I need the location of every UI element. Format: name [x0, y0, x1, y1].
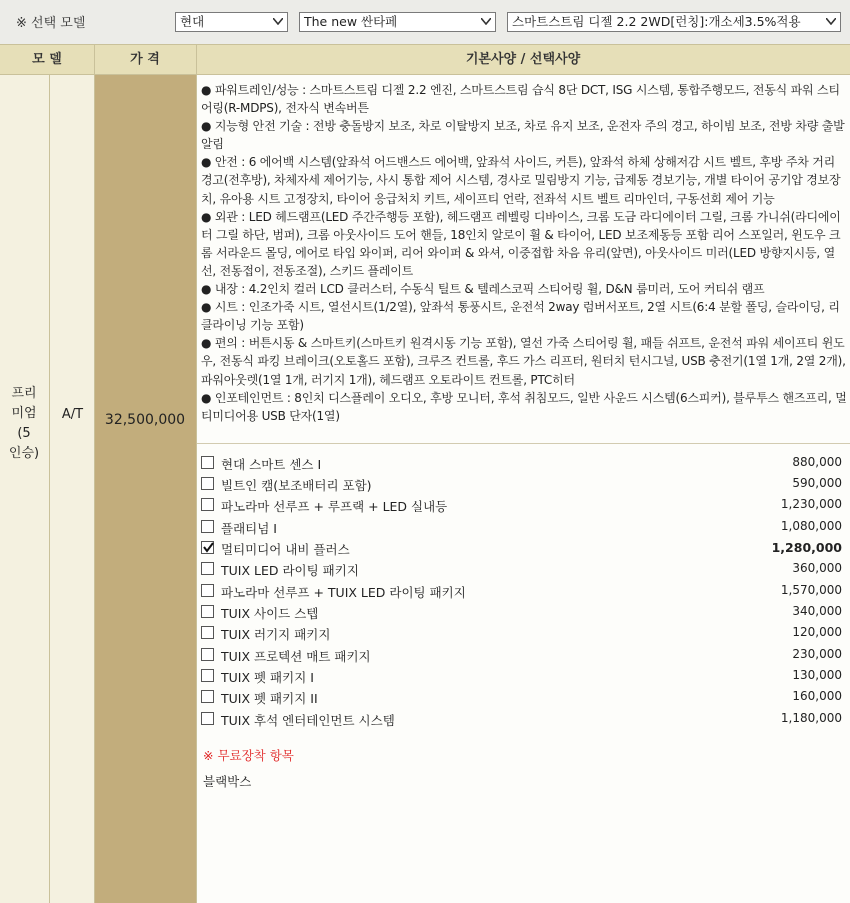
option-checkbox[interactable] [201, 498, 214, 511]
option-name: 현대 스마트 센스 I [221, 457, 322, 472]
option-name: TUIX 펫 패키지 I [221, 670, 314, 685]
trim-select[interactable] [507, 12, 841, 32]
trim-name-line: 미엄(5 [11, 406, 37, 441]
option-price: 880,000 [792, 455, 842, 469]
option-row[interactable] [201, 602, 846, 623]
option-row[interactable] [201, 581, 846, 602]
option-name: TUIX 프로텍션 매트 패키지 [221, 649, 371, 664]
option-row[interactable] [201, 687, 846, 708]
option-checkbox[interactable] [201, 712, 214, 725]
model-column [0, 75, 94, 903]
option-row[interactable] [201, 495, 846, 516]
section-divider [197, 443, 850, 444]
spec-item: ● 시트 : 인조가죽 시트, 열선시트(1/2열), 앞좌석 통풍시트, 운전석 2way 럼버서포트, 2열 시트(6:4 분할 폴딩, 슬라이딩, 리클라이닝 기능 포함) [201, 300, 840, 333]
model-select-value: The new 싼타페 [304, 14, 398, 29]
option-name: 파노라마 선루프 + 루프랙 + LED 실내등 [221, 499, 448, 514]
base-price: 32,500,000 [104, 412, 186, 428]
divider [94, 44, 95, 903]
option-name: TUIX 펫 패키지 II [221, 691, 318, 706]
trim-name-line: 인승) [8, 446, 40, 461]
spec-item: ● 인포테인먼트 : 8인치 디스플레이 오디오, 후방 모니터, 후석 취침모드, 일반 사운드 시스템(6스피커), 블루투스 핸즈프리, 멀티미디어용 USB 단자(1열) [201, 390, 847, 423]
trim-name [6, 384, 42, 464]
option-price: 1,230,000 [780, 497, 842, 511]
option-row[interactable] [201, 474, 846, 495]
selector-label: ※ 선택 모델 [16, 16, 86, 31]
option-name: 멀티미디어 내비 플러스 [221, 542, 350, 557]
option-checkbox[interactable] [201, 648, 214, 661]
option-price: 1,180,000 [780, 711, 842, 725]
spec-item: ● 지능형 안전 기술 : 전방 충돌방지 보조, 차로 이탈방지 보조, 차로 유지 보조, 운전자 주의 경고, 하이빔 보조, 전방 차량 출발 알림 [201, 119, 845, 152]
option-price: 230,000 [792, 647, 842, 661]
option-checkbox[interactable] [201, 690, 214, 703]
option-checkbox[interactable] [201, 605, 214, 618]
option-price: 120,000 [792, 625, 842, 639]
option-checkbox[interactable] [201, 456, 214, 469]
trim-name-line: 프리 [11, 386, 37, 401]
chevron-down-icon [822, 13, 840, 31]
option-checkbox[interactable] [201, 477, 214, 490]
model-select[interactable] [299, 12, 496, 32]
option-price: 1,280,000 [771, 540, 842, 555]
option-checkbox[interactable] [201, 584, 214, 597]
option-name: 플래티넘 I [221, 521, 277, 536]
option-price: 360,000 [792, 561, 842, 575]
chevron-down-icon [477, 13, 495, 31]
option-row[interactable] [201, 453, 846, 474]
option-row[interactable] [201, 538, 846, 559]
checkmark-icon [203, 542, 214, 553]
option-price: 130,000 [792, 668, 842, 682]
divider [196, 44, 197, 903]
option-checkbox[interactable] [201, 669, 214, 682]
model-selector-bar [0, 0, 850, 44]
option-row[interactable] [201, 559, 846, 580]
option-checkbox[interactable] [201, 541, 214, 554]
brand-select-value: 현대 [180, 14, 205, 29]
spec-item: ● 파워트레인/성능 : 스마트스트림 디젤 2.2 엔진, 스마트스트림 습식 8단 DCT, ISG 시스템, 통합주행모드, 전동식 파워 스티어링(R-MDPS), 전자식 변속버튼 [201, 83, 840, 116]
free-option-item: 블랙박스 [203, 774, 252, 789]
option-row[interactable] [201, 623, 846, 644]
option-name: 빌트인 캠(보조배터리 포함) [221, 478, 372, 493]
brand-select[interactable] [175, 12, 288, 32]
option-row[interactable] [201, 517, 846, 538]
option-checkbox[interactable] [201, 562, 214, 575]
option-row[interactable] [201, 645, 846, 666]
option-name: TUIX 러기지 패키지 [221, 627, 331, 642]
option-price: 1,080,000 [780, 519, 842, 533]
option-name: TUIX 사이드 스텝 [221, 606, 319, 621]
option-row[interactable] [201, 666, 846, 687]
spec-item: ● 안전 : 6 에어백 시스템(앞좌석 어드밴스드 에어백, 앞좌석 사이드, 커튼), 앞좌석 하체 상해저감 시트 벨트, 후방 주차 거리 경고(전후방), 차체자세 제어기능, 사시 통합 제어 시스템, 경사로 밀림방지 기능, 급제동 경보기능, 개별 타이어 공기압 경보장치, 유아용 시트 고정장치, 타이어 응급처치 키트, 세이프티 언락, 전좌석 시트 벨트 리마인더, 구동선회 제어 기능 [201, 155, 841, 206]
header-price: 가 격 [94, 44, 196, 75]
price-column [94, 75, 196, 903]
option-name: TUIX 후석 엔터테인먼트 시스템 [221, 713, 395, 728]
chevron-down-icon [269, 13, 287, 31]
option-row[interactable] [201, 709, 846, 730]
header-model: 모 델 [0, 44, 94, 75]
header-spec: 기본사양 / 선택사양 [196, 44, 850, 75]
option-checkbox[interactable] [201, 626, 214, 639]
option-name: 파노라마 선루프 + TUIX LED 라이팅 패키지 [221, 585, 466, 600]
trim-select-value: 스마트스트림 디젤 2.2 2WD[런칭]:개소세3.5%적용 [512, 14, 801, 29]
spec-item: ● 편의 : 버튼시동 & 스마트키(스마트키 원격시동 기능 포함), 열선 가죽 스티어링 휠, 패들 쉬프트, 운전석 파워 세이프티 윈도우, 전동식 파킹 브레이크(오토홀드 포함), 크루즈 컨트롤, 후드 가스 리프터, 원터치 턴시그널, USB 충전기(1열 1개, 2열 2개), 파워아웃렛(1열 1개, 러기지 1개), 헤드램프 오토라이트 컨트롤, PTC히터 [201, 336, 846, 387]
option-price: 590,000 [792, 476, 842, 490]
spec-item: ● 외관 : LED 헤드램프(LED 주간주행등 포함), 헤드램프 레벨링 디바이스, 크롬 도금 라디에이터 그릴, 크롬 가니쉬(라디에이터 그릴 하단, 범퍼), 크롬 아웃사이드 도어 핸들, 18인치 알로이 휠 & 타이어, LED 보조제동등 포함 리어 스포일러, 윈도우 크롬 서라운드 몰딩, 에어로 타입 와이퍼, 리어 와이퍼 & 와셔, 이중접합 차음 유리(앞면), 아웃사이드 미러(LED 방향지시등, 열선, 전동접이, 전동조절), 스키드 플레이트 [201, 209, 841, 278]
spec-item: ● 내장 : 4.2인치 컬러 LCD 클러스터, 수동식 틸트 & 텔레스코픽 스티어링 휠, D&N 룸미러, 도어 커티쉬 램프 [201, 282, 765, 297]
divider [49, 75, 50, 903]
option-price: 340,000 [792, 604, 842, 618]
option-price: 160,000 [792, 689, 842, 703]
option-name: TUIX LED 라이팅 패키지 [221, 563, 359, 578]
basic-specs [201, 81, 848, 425]
option-price: 1,570,000 [780, 583, 842, 597]
transmission: A/T [61, 407, 84, 422]
option-checkbox[interactable] [201, 520, 214, 533]
free-options-title: ※ 무료장착 항목 [203, 748, 294, 763]
